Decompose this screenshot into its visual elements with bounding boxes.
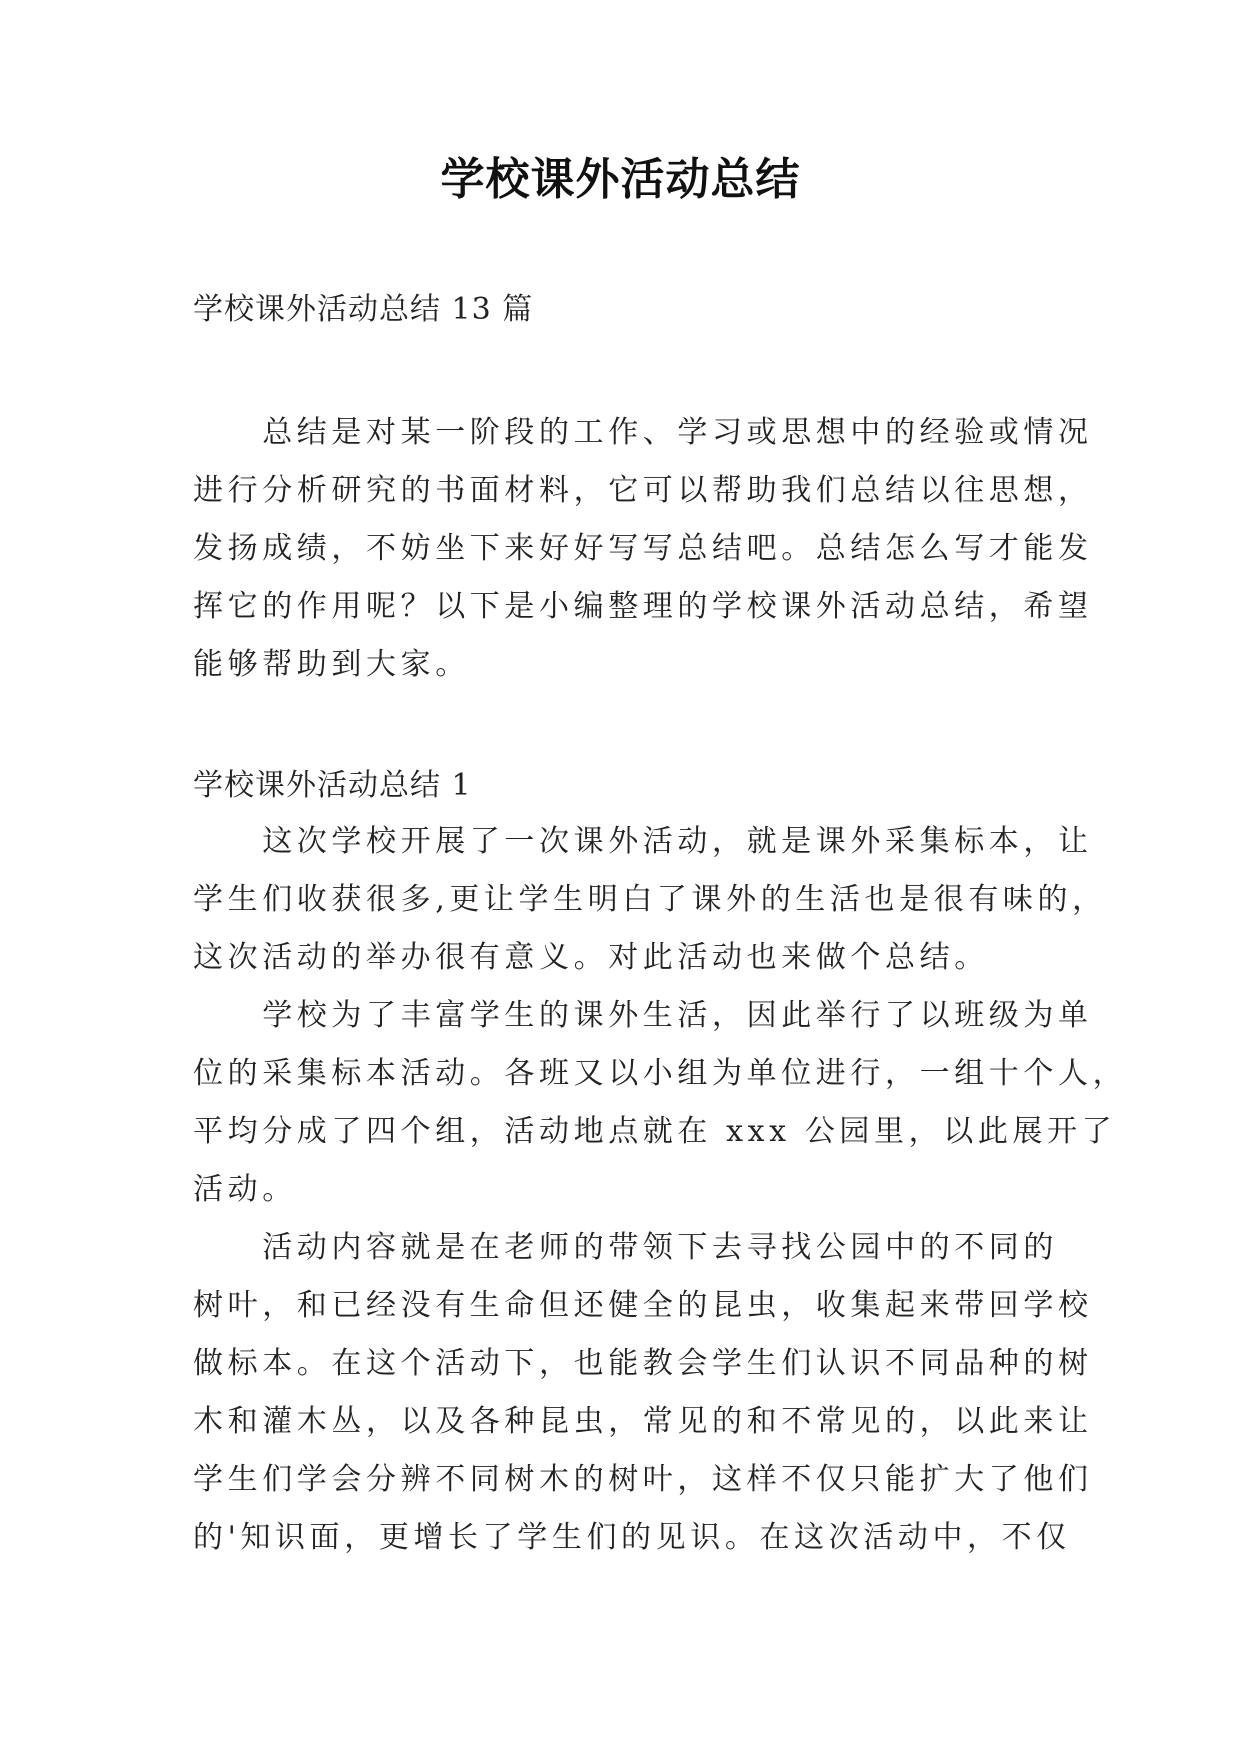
intro-line: 进行分析研究的书面材料，它可以帮助我们总结以往思想， (193, 473, 1093, 508)
body-line: 活动内容就是在老师的带领下去寻找公园中的不同的 (193, 1230, 1058, 1265)
intro-line: 总结是对某一阶段的工作、学习或思想中的经验或情况 (193, 415, 1093, 450)
body-line: 学生们收获很多,更让学生明白了课外的生活也是很有味的， (193, 882, 1107, 917)
document-title: 学校课外活动总结 (440, 154, 801, 205)
intro-line: 挥它的作用呢？以下是小编整理的学校课外活动总结，希望 (193, 589, 1093, 624)
intro-line: 发扬成绩，不妨坐下来好好写写总结吧。总结怎么写才能发 (193, 531, 1093, 566)
body-line: 的'知识面，更增长了学生们的见识。在这次活动中，不仅 (193, 1520, 1071, 1555)
body-line: 这次活动的举办很有意义。对此活动也来做个总结。 (193, 940, 989, 975)
body-line: 平均分成了四个组，活动地点就在 xxx 公园里，以此展开了 (193, 1114, 1117, 1149)
section-heading: 学校课外活动总结 1 (193, 768, 472, 803)
body-line: 学校为了丰富学生的课外生活，因此举行了以班级为单 (193, 998, 1093, 1033)
body-line: 位的采集标本活动。各班又以小组为单位进行，一组十个人， (193, 1056, 1128, 1091)
body-line: 活动。 (193, 1172, 297, 1207)
document-subtitle: 学校课外活动总结 13 篇 (193, 292, 534, 327)
body-line: 学生们学会分辨不同树木的树叶，这样不仅只能扩大了他们 (193, 1462, 1093, 1497)
body-line: 做标本。在这个活动下，也能教会学生们认识不同品种的树 (193, 1346, 1093, 1381)
body-line: 这次学校开展了一次课外活动，就是课外采集标本，让 (193, 824, 1093, 859)
section-body (193, 813, 1128, 1567)
intro-line: 能够帮助到大家。 (193, 647, 470, 682)
body-line: 树叶，和已经没有生命但还健全的昆虫，收集起来带回学校 (193, 1288, 1093, 1323)
body-line: 木和灌木丛，以及各种昆虫，常见的和不常见的，以此来让 (193, 1404, 1093, 1439)
intro-paragraph (193, 404, 1093, 694)
